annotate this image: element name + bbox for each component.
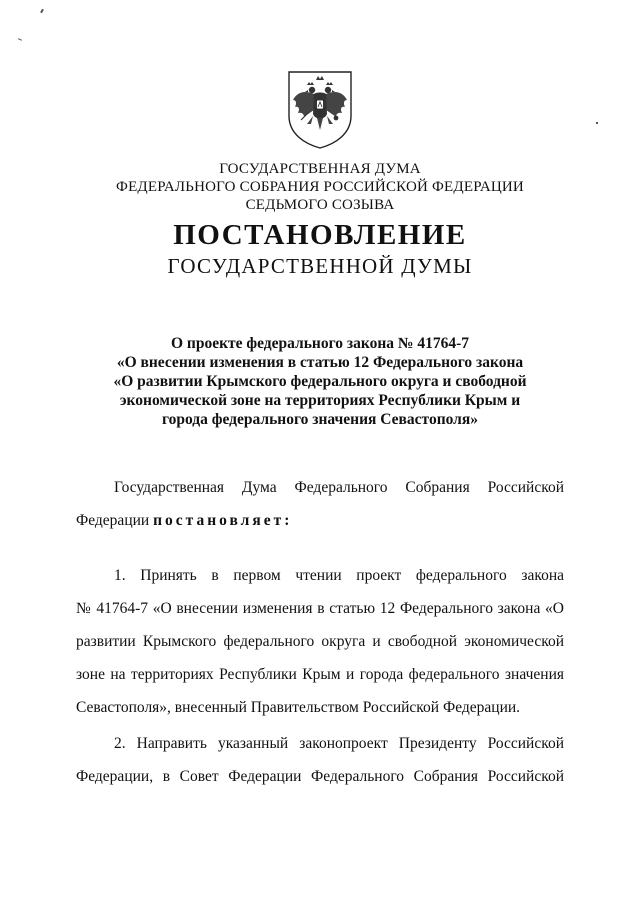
coat-of-arms-emblem [287, 70, 353, 150]
subject-line: «О развитии Крымского федерального округа и свободной [113, 373, 527, 390]
convocation-line: СЕДЬМОГО СОЗЫВА [245, 197, 395, 213]
scan-speck [18, 38, 22, 41]
document-subject [0, 334, 640, 429]
document-subtitle: ГОСУДАРСТВЕННОЙ ДУМЫ [167, 254, 473, 278]
item-1-line: № 41764-7 «О внесении изменения в статью 12 Федерального закона «О [76, 600, 564, 617]
item-2-line: Федерации, в Совет Федерации Федерального Собрания Российской [76, 768, 564, 785]
item-1-line: 1. Принять в первом чтении проект федерального закона [114, 567, 564, 584]
resolves-word: постановляет: [153, 512, 293, 529]
subject-line: экономической зоне на территориях Республики Крым и [119, 392, 521, 409]
issuer-line-2: ФЕДЕРАЛЬНОГО СОБРАНИЯ РОССИЙСКОЙ ФЕДЕРАЦИИ [116, 179, 524, 195]
preamble-line: Государственная Дума Федерального Собрания Российской [114, 479, 564, 496]
issuer-line-1: ГОСУДАРСТВЕННАЯ ДУМА [219, 161, 421, 177]
scan-speck [40, 9, 44, 13]
item-1-line: развитии Крымского федерального округа и свободной экономической [76, 633, 564, 650]
item-1-line: Севастополя», внесенный Правительством Российской Федерации. [76, 699, 521, 716]
preamble-paragraph [76, 471, 564, 537]
document-title: ПОСТАНОВЛЕНИЕ [173, 219, 467, 251]
subject-line: города федерального значения Севастополя» [161, 411, 479, 428]
item-2-paragraph [76, 727, 564, 793]
scan-speck [596, 122, 598, 124]
preamble-prefix: Федерации [76, 512, 154, 529]
subject-line: «О внесении изменения в статью 12 Федерального закона [116, 354, 524, 371]
item-1-paragraph [76, 559, 564, 724]
subject-line: О проекте федерального закона № 41764-7 [170, 335, 469, 352]
item-1-line: зоне на территориях Республики Крым и города федерального значения [76, 666, 564, 683]
preamble-line [76, 504, 564, 537]
item-2-line: 2. Направить указанный законопроект Президенту Российской [114, 735, 564, 752]
